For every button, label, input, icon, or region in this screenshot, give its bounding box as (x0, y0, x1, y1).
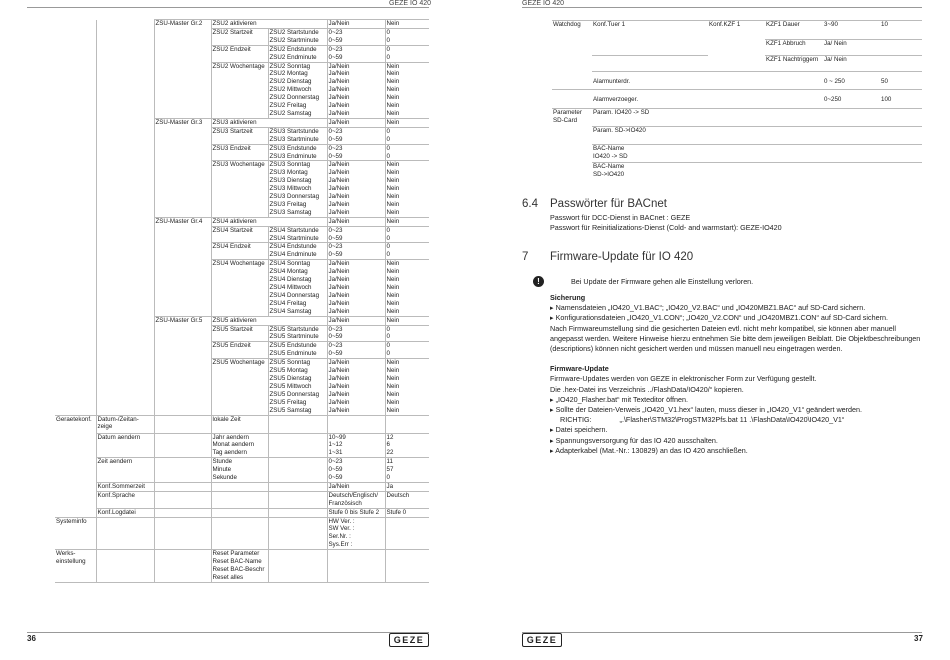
table-row (55, 491, 429, 508)
sommerzeit-label: Konf.Sommerzeit (96, 482, 154, 491)
start-items: ZSU2 Startstunde ZSU2 Startminute (268, 28, 327, 45)
kzf1-dauer-range: 3~90 (823, 21, 880, 40)
richtig-label: RICHTIG: (560, 415, 592, 425)
start-items: ZSU3 Startstunde ZSU3 Startminute (268, 127, 327, 144)
value-cell: 0 0 (385, 243, 429, 260)
value-cell: Nein Nein Nein Nein Nein Nein Nein (385, 260, 429, 316)
value-cell: Nein Nein Nein Nein Nein Nein Nein (385, 359, 429, 415)
blank-cell (55, 433, 96, 458)
werks-items: Reset Parameter Reset BAC-Name Reset BAC-Beschr Reset alles (211, 550, 268, 583)
blank-cell (96, 359, 154, 415)
table-row (55, 161, 429, 217)
settings-grid (55, 19, 429, 583)
table-row (55, 482, 429, 491)
range-cell: 0~23 0~59 (327, 28, 385, 45)
end-items: ZSU3 Endstunde ZSU3 Endminute (268, 144, 327, 161)
blank-cell (154, 161, 211, 217)
value-cell: Ja (385, 482, 429, 491)
sicherung-bullet: ▸ Namensdateien „IO420_V1.BAC“; „IO420_V2.BAC“ und „IO420MBZ1.BAC“ auf SD-Card sichern. (550, 303, 866, 313)
blank-cell (385, 517, 429, 550)
endzeit-label: ZSU2 Endzeit (211, 45, 268, 62)
table-row (55, 325, 429, 342)
blank-cell (154, 325, 211, 342)
step-item: ▸ „IO420_Flasher.bat“ mit Texteditor öffnen. (550, 394, 688, 404)
wochentage-label: ZSU5 Wochentage (211, 359, 268, 415)
lokale-zeit-label: lokale Zeit (211, 415, 268, 433)
table-row (55, 217, 429, 226)
range-cell: 0~23 0~59 (327, 127, 385, 144)
value-cell: 0 0 (385, 45, 429, 62)
start-items: ZSU4 Startstunde ZSU4 Startminute (268, 226, 327, 243)
reinit-password-line: Passwort für Reinitializations-Dienst (Cold- and warmstart): GEZE-IO420 (550, 223, 782, 233)
wochentage-label: ZSU4 Wochentage (211, 260, 268, 316)
blank-cell (211, 491, 268, 508)
value-cell: 0 0 (385, 325, 429, 342)
right-page (475, 0, 950, 660)
range-cell: 0~23 0~59 (327, 45, 385, 62)
blank-cell (96, 325, 154, 342)
startzeit-label: ZSU5 Startzeit (211, 325, 268, 342)
blank-cell (385, 550, 429, 583)
param-from-sd: Param. SD->IO420 (592, 127, 708, 145)
value-cell: 0 0 (385, 144, 429, 161)
section-7-title: Firmware-Update für IO 420 (550, 251, 694, 263)
blank-cell (154, 433, 211, 458)
konf-tuer1: Konf.Tuer 1 (592, 21, 708, 56)
blank-cell (55, 127, 96, 144)
day-items: ZSU3 Sonntag ZSU3 Montag ZSU3 Dienstag ZSU3 Mittwoch ZSU3 Donnerstag ZSU3 Freitag ZSU3 Samstag (268, 161, 327, 217)
value-cell: Nein (385, 316, 429, 325)
kzf1-dauer: KZF1 Dauer (765, 21, 823, 40)
range-cell: Ja/Nein (327, 118, 385, 127)
blank-cell (154, 458, 211, 483)
table-row (55, 243, 429, 260)
end-items: ZSU2 Endstunde ZSU2 Endminute (268, 45, 327, 62)
blank-cell (154, 517, 211, 550)
blank-cell (55, 342, 96, 359)
sicherung-bullet-text: Namensdateien „IO420_V1.BAC“; „IO420_V2.BAC“ und „IO420MBZ1.BAC“ auf SD-Card sichern. (555, 303, 866, 313)
day-items: ZSU2 Sonntag ZSU2 Montag ZSU2 Dienstag ZSU2 Mittwoch ZSU2 Donnerstag ZSU2 Freitag ZSU2 Samstag (268, 62, 327, 118)
blank-cell (154, 127, 211, 144)
endzeit-label: ZSU4 Endzeit (211, 243, 268, 260)
kzf1-dauer-value: 10 (880, 21, 922, 40)
alarmverzoeger: Alarmverzoeger. (592, 90, 708, 109)
blank-cell (96, 28, 154, 45)
datum-items: Jahr aendern Monat aendern Tag aendern (211, 433, 268, 458)
table-row (55, 433, 429, 458)
startzeit-label: ZSU3 Startzeit (211, 127, 268, 144)
blank-cell (55, 482, 96, 491)
blank-cell (154, 342, 211, 359)
parameter-sd-label: Parameter SD-Card (552, 109, 592, 181)
watchdog-label: Watchdog (552, 21, 592, 90)
blank-cell (55, 45, 96, 62)
blank-cell (154, 359, 211, 415)
range-cell: Ja/Nein (327, 20, 385, 29)
range-cell: Ja/Nein Ja/Nein Ja/Nein Ja/Nein Ja/Nein Ja/Nein Ja/Nein (327, 359, 385, 415)
startzeit-label: ZSU2 Startzeit (211, 28, 268, 45)
value-cell: Nein Nein Nein Nein Nein Nein Nein (385, 62, 429, 118)
blank-cell (154, 415, 211, 433)
range-cell: 10~99 1~12 1~31 (327, 433, 385, 458)
blank-cell (154, 62, 211, 118)
section-6-4-title: Passwörter für BACnet (550, 198, 667, 210)
blank-cell (154, 226, 211, 243)
blank-cell (55, 20, 96, 29)
table-row (55, 45, 429, 62)
blank-cell (154, 243, 211, 260)
blank-cell (96, 20, 154, 29)
geze-logo-right: GEZE (522, 633, 562, 647)
kzf1-abbruch-range: Ja/ Nein (823, 40, 880, 56)
blank-cell (268, 482, 327, 491)
table-row (55, 359, 429, 415)
blank-cell (55, 325, 96, 342)
firmware-line-1: Firmware-Updates werden von GEZE in elektronischer Form zur Verfügung gestellt. (550, 374, 817, 384)
day-items: ZSU5 Sonntag ZSU5 Montag ZSU5 Dienstag ZSU5 Mittwoch ZSU5 Donnerstag ZSU5 Freitag ZSU5 Samstag (268, 359, 327, 415)
table-row (55, 342, 429, 359)
sicherung-paragraph: Nach Firmwareumstellung sind die gesicherten Dateien evtl. nicht mehr kompatibel, sie können aber manuell angepasst werden. Weitere Hinweise hierzu entnehmen Sie bitte dem jeweiligen Beiblatt. Die Objektbeschreibungen (descriptions) können nicht gesichert werden und müssen manuell neu eingetragen werden. (550, 323, 921, 354)
table-row (55, 118, 429, 127)
datum-aendern-label: Datum aendern (96, 433, 154, 458)
blank-cell (96, 127, 154, 144)
blank-cell (55, 491, 96, 508)
group-label: ZSU-Master Gr.5 (154, 316, 211, 325)
blank-cell (327, 550, 385, 583)
endzeit-label: ZSU3 Endzeit (211, 144, 268, 161)
day-items: ZSU4 Sonntag ZSU4 Montag ZSU4 Dienstag ZSU4 Mittwoch ZSU4 Donnerstag ZSU4 Freitag ZSU4 Samstag (268, 260, 327, 316)
blank-cell (96, 226, 154, 243)
werks-label: Werks-einstellung (55, 550, 96, 583)
systeminfo-items: HW Ver. : SW Ver. : Ser.Nr. : Sys.Err : (327, 517, 385, 550)
end-items: ZSU4 Endstunde ZSU4 Endminute (268, 243, 327, 260)
blank-cell (154, 491, 211, 508)
table-row (55, 62, 429, 118)
systeminfo-label: Systeminfo (55, 517, 96, 550)
blank-cell (55, 217, 96, 226)
section-7-body (550, 293, 925, 456)
bac-from-sd: BAC-Name SD->IO420 (592, 163, 708, 181)
table-row (55, 550, 429, 583)
alarmverzoeger-value: 100 (880, 90, 922, 109)
blank-cell (55, 118, 96, 127)
kzf1-nachtriggern-range: Ja/ Nein (823, 56, 880, 72)
range-cell: Ja/Nein (327, 217, 385, 226)
table-row (55, 458, 429, 483)
startzeit-label: ZSU4 Startzeit (211, 226, 268, 243)
blank-cell (385, 415, 429, 433)
blank-cell (211, 508, 268, 517)
table-row (55, 144, 429, 161)
geraetekonf-label: Geraetekonf. (55, 415, 96, 433)
range-cell: Ja/Nein Ja/Nein Ja/Nein Ja/Nein Ja/Nein Ja/Nein Ja/Nein (327, 260, 385, 316)
zeit-aendern-label: Zeit aendern (96, 458, 154, 483)
blank-cell (268, 458, 327, 483)
blank-cell (96, 62, 154, 118)
range-cell: Ja/Nein Ja/Nein Ja/Nein Ja/Nein Ja/Nein Ja/Nein Ja/Nein (327, 161, 385, 217)
blank-cell (96, 550, 154, 583)
sprache-label: Konf.Sprache (96, 491, 154, 508)
sicherung-heading: Sicherung (550, 293, 586, 302)
blank-cell (268, 508, 327, 517)
page-number-left: 36 (27, 634, 36, 643)
range-cell: Stufe 0 bis Stufe 2 (327, 508, 385, 517)
blank-cell (268, 415, 327, 433)
konf-kzf1: Konf.KZF 1 (708, 21, 765, 72)
range-cell: 0~23 0~59 (327, 144, 385, 161)
table-row (55, 316, 429, 325)
blank-cell (211, 482, 268, 491)
table-row (55, 226, 429, 243)
bac-to-sd: BAC-Name IO420 -> SD (592, 145, 708, 163)
step-text: Adapterkabel (Mat.-Nr.: 130829) an das IO 420 anschließen. (555, 445, 748, 455)
blank-cell (55, 161, 96, 217)
alarmunterdr: Alarmunterdr. (592, 72, 708, 90)
blank-cell (154, 482, 211, 491)
section-6-4-body (550, 213, 920, 233)
range-cell: 0~23 0~59 (327, 342, 385, 359)
table-row (55, 517, 429, 550)
table-row (55, 508, 429, 517)
blank-cell (96, 217, 154, 226)
sicherung-bullet: ▸ Konfigurationsdateien „IO420_V1.CON“; „IO420_V2.CON“ und „IO420MBZ1.CON“ auf SD-Card sichern. (550, 313, 888, 323)
aktivieren-label: ZSU4 aktivieren (211, 217, 327, 226)
step-item: ▸ Spannungsversorgung für das IO 420 ausschalten. (550, 435, 718, 445)
table-end-rule (55, 582, 429, 583)
range-cell: 0~23 0~59 0~59 (327, 458, 385, 483)
blank-cell (55, 62, 96, 118)
blank-cell (327, 415, 385, 433)
blank-cell (96, 144, 154, 161)
blank-cell (55, 359, 96, 415)
kzf1-abbruch: KZF1 Abbruch (765, 40, 823, 56)
step-item: ▸ Datei speichern. (550, 425, 608, 435)
step-item: ▸ Sollte der Dateien-Verweis „IO420_V1.hex“ lauten, muss dieser in „IO420_V1“ geändert werden. (550, 405, 863, 415)
blank-cell (96, 342, 154, 359)
value-cell: Nein (385, 118, 429, 127)
blank-cell (268, 433, 327, 458)
value-cell: Nein (385, 217, 429, 226)
step-text: „IO420_Flasher.bat“ mit Texteditor öffnen. (555, 394, 688, 404)
kzf1-nachtriggern: KZF1 Nachtriggern (765, 56, 823, 72)
value-cell: 0 0 (385, 28, 429, 45)
blank-cell (96, 517, 154, 550)
value-cell: Deutsch (385, 491, 429, 508)
range-cell: Ja/Nein (327, 482, 385, 491)
blank-cell (154, 260, 211, 316)
blank-cell (96, 161, 154, 217)
alarmunterdr-range: 0 ~ 250 (823, 72, 880, 90)
blank-cell (96, 243, 154, 260)
blank-cell (154, 508, 211, 517)
blank-cell (154, 550, 211, 583)
blank-cell (268, 517, 327, 550)
blank-cell (268, 550, 327, 583)
group-label: ZSU-Master Gr.2 (154, 20, 211, 29)
blank-cell (55, 316, 96, 325)
value-cell: 11 57 0 (385, 458, 429, 483)
blank-cell (96, 45, 154, 62)
endzeit-label: ZSU5 Endzeit (211, 342, 268, 359)
geze-logo: GEZE (389, 633, 429, 647)
range-cell: 0~23 0~59 (327, 325, 385, 342)
section-7-number: 7 (522, 251, 529, 263)
range-cell: Ja/Nein (327, 316, 385, 325)
table-row (55, 260, 429, 316)
table-row (55, 415, 429, 433)
value-cell: 0 0 (385, 127, 429, 144)
value-cell: Stufe 0 (385, 508, 429, 517)
range-cell: Ja/Nein Ja/Nein Ja/Nein Ja/Nein Ja/Nein Ja/Nein Ja/Nein (327, 62, 385, 118)
param-to-sd: Param. IO420 -> SD (592, 109, 708, 127)
warning-text: Bei Update der Firmware gehen alle Einstellung verloren. (571, 277, 754, 286)
footer-rule-right (522, 632, 922, 633)
dcc-password-line: Passwort für DCC-Dienst in BACnet : GEZE (550, 213, 691, 222)
blank-cell (154, 45, 211, 62)
value-cell: 12 6 22 (385, 433, 429, 458)
table-row (55, 28, 429, 45)
footer-rule (27, 632, 429, 633)
blank-cell (55, 458, 96, 483)
aktivieren-label: ZSU2 aktivieren (211, 20, 327, 29)
blank-cell (55, 260, 96, 316)
blank-cell (55, 508, 96, 517)
aktivieren-label: ZSU3 aktivieren (211, 118, 327, 127)
firmware-heading: Firmware-Update (550, 364, 609, 374)
group-label: ZSU-Master Gr.4 (154, 217, 211, 226)
blank-cell (96, 118, 154, 127)
range-cell: 0~23 0~59 (327, 226, 385, 243)
richtig-path: „.\Flasher\STM32\ProgSTM32Pfs.bat 11 .\FlashData\IO420\IO420_V1“ (619, 415, 845, 425)
blank-cell (96, 260, 154, 316)
value-cell: 0 0 (385, 226, 429, 243)
sicherung-bullet-text: Konfigurationsdateien „IO420_V1.CON“; „IO420_V2.CON“ und „IO420MBZ1.CON“ auf SD-Card sichern. (555, 313, 888, 323)
blank-cell (211, 517, 268, 550)
step-text: Sollte der Dateien-Verweis „IO420_V1.hex“ lauten, muss dieser in „IO420_V1“ geändert werden. (555, 405, 863, 415)
value-cell: Nein (385, 20, 429, 29)
header-title: GEZE IO 420 (389, 0, 432, 7)
table-row (55, 20, 429, 29)
aktivieren-label: ZSU5 aktivieren (211, 316, 327, 325)
zeit-items: Stunde Minute Sekunde (211, 458, 268, 483)
blank-cell (55, 243, 96, 260)
range-cell: 0~23 0~59 (327, 243, 385, 260)
blank-cell (55, 144, 96, 161)
section-6-4-number: 6.4 (522, 198, 538, 210)
page-number-right: 37 (914, 634, 923, 643)
richtig-line (550, 415, 925, 425)
step-item: ▸ Adapterkabel (Mat.-Nr.: 130829) an das IO 420 anschließen. (550, 445, 748, 455)
range-cell: Deutsch/Englisch/ Französisch (327, 491, 385, 508)
header-rule (27, 7, 429, 8)
blank-cell (154, 28, 211, 45)
alarmverzoeger-range: 0~250 (823, 90, 880, 109)
warning-icon: ! (533, 276, 544, 287)
blank-cell (55, 28, 96, 45)
step-text: Datei speichern. (555, 425, 608, 435)
watchdog-table (552, 20, 922, 181)
start-items: ZSU5 Startstunde ZSU5 Startminute (268, 325, 327, 342)
firmware-line-2: Die .hex-Datei ins Verzeichnis ../FlashData/IO420/“ kopieren. (550, 384, 744, 394)
blank-cell (154, 144, 211, 161)
group-label: ZSU-Master Gr.3 (154, 118, 211, 127)
value-cell: Nein Nein Nein Nein Nein Nein Nein (385, 161, 429, 217)
blank-cell (268, 491, 327, 508)
wochentage-label: ZSU3 Wochentage (211, 161, 268, 217)
wochentage-label: ZSU2 Wochentage (211, 62, 268, 118)
blank-cell (96, 316, 154, 325)
header-title-right: GEZE IO 420 (522, 0, 565, 7)
blank-cell (55, 226, 96, 243)
datum-zeit-label: Datum-/Zeitan-zeige (96, 415, 154, 433)
value-cell: 0 0 (385, 342, 429, 359)
table-row (55, 127, 429, 144)
alarmunterdr-value: 50 (880, 72, 922, 90)
logdatei-label: Konf.Logdatei (96, 508, 154, 517)
step-text: Spannungsversorgung für das IO 420 ausschalten. (555, 435, 718, 445)
header-rule-right (522, 7, 922, 8)
end-items: ZSU5 Endstunde ZSU5 Endminute (268, 342, 327, 359)
